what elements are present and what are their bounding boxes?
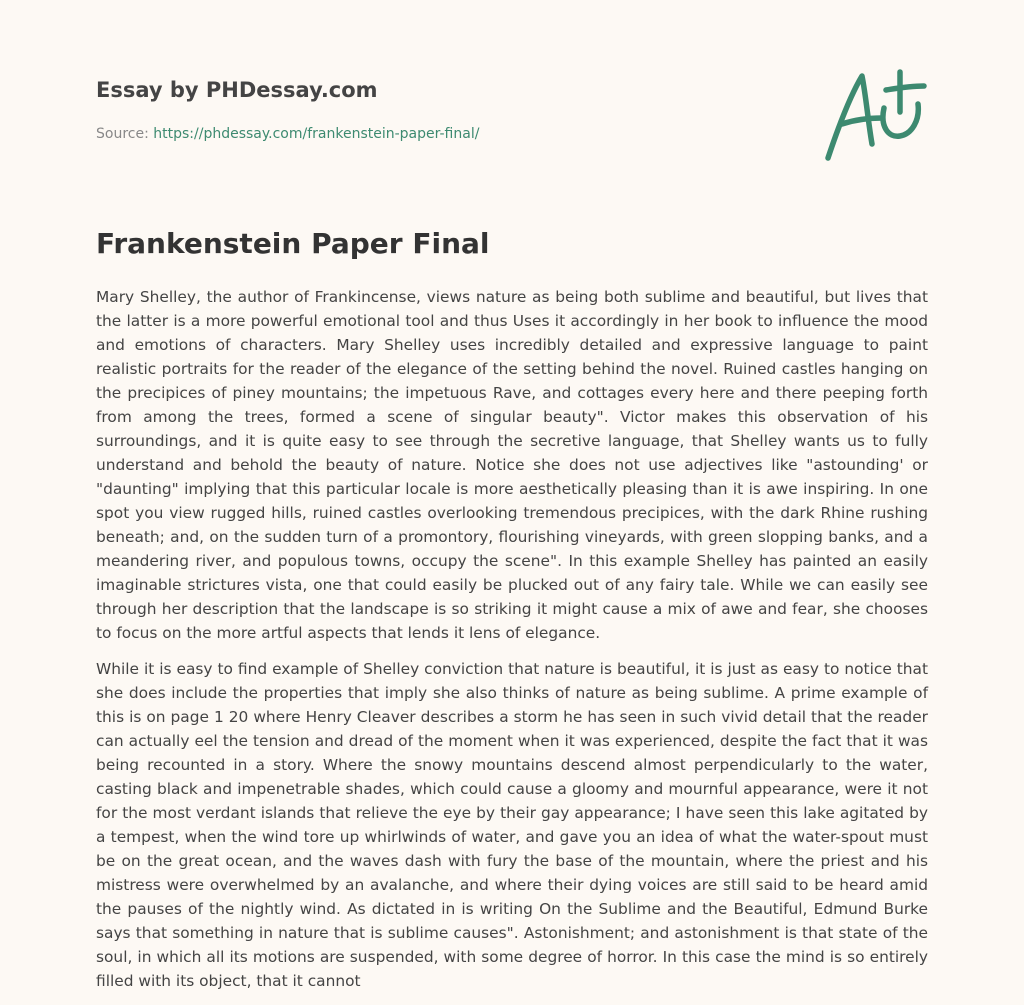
site-title: Essay by PHDessay.com <box>96 78 378 102</box>
source-line <box>96 124 796 144</box>
essay-body <box>96 285 928 1005</box>
essay-paragraph: While it is easy to find example of Shelley conviction that nature is beautiful, it is just as easy to notice that she does include the properties that imply she also thinks of nature as being sublime. A prime example of this is on page 1 20 where Henry Cleaver describes a storm he has seen in such vivid detail that the reader can actually eel the tension and dread of the moment when it was experienced, despite the fact that it was being recounted in a story. Where the snowy mountains descend almost perpendicularly to the water, casting black and impenetrable shades, which could cause a gloomy and mournful appearance, were it not for the most verdant islands that relieve the eye by their gay appearance; I have seen this lake agitated by a tempest, when the wind tore up whirlwinds of water, and gave you an idea of what the water-spout must be on the great ocean, and the waves dash with fury the base of the mountain, where the priest and his mistress were overwhelmed by an avalanche, and where their dying voices are still said to be heard amid the pauses of the nightly wind. As dictated in is writing On the Sublime and the Beautiful, Edmund Burke says that something in nature that is sublime causes". Astonishment; and astonishment is that state of the soul, in which all its motions are suspended, with some degree of horror. In this case the mind is so entirely filled with its object, that it cannot <box>96 660 928 990</box>
essay-title: Frankenstein Paper Final <box>96 227 490 260</box>
a-plus-grade-icon <box>820 66 930 166</box>
source-link[interactable]: https://phdessay.com/frankenstein-paper-final/ <box>153 126 480 142</box>
source-label: Source: <box>96 126 154 142</box>
essay-paragraph: Mary Shelley, the author of Frankincense, views nature as being both sublime and beautiful, but lives that the latter is a more powerful emotional tool and thus Uses it accordingly in her book to influence the mood and emotions of characters. Mary Shelley uses incredibly detailed and expressive language to paint realistic portraits for the reader of the elegance of the setting behind the novel. Ruined castles hanging on the precipices of piney mountains; the impetuous Rave, and cottages every here and there peeping forth from among the trees, formed a scene of singular beauty". Victor makes this observation of his surroundings, and it is quite easy to see through the secretive language, that Shelley wants us to fully understand and behold the beauty of nature. Notice she does not use adjectives like "astounding' or "daunting" implying that this particular locale is more aesthetically pleasing than it is awe inspiring. In one spot you view rugged hills, ruined castles overlooking tremendous precipices, with the dark Rhine rushing beneath; and, on the sudden turn of a promontory, flourishing vineyards, with green slopping banks, and a meandering river, and populous towns, occupy the scene". In this example Shelley has painted an easily imaginable strictures vista, one that could easily be plucked out of any fairy tale. While we can easily see through her description that the landscape is so striking it might cause a mix of awe and fear, she chooses to focus on the more artful aspects that lends it lens of elegance. <box>96 288 928 642</box>
essay-header <box>96 76 796 144</box>
